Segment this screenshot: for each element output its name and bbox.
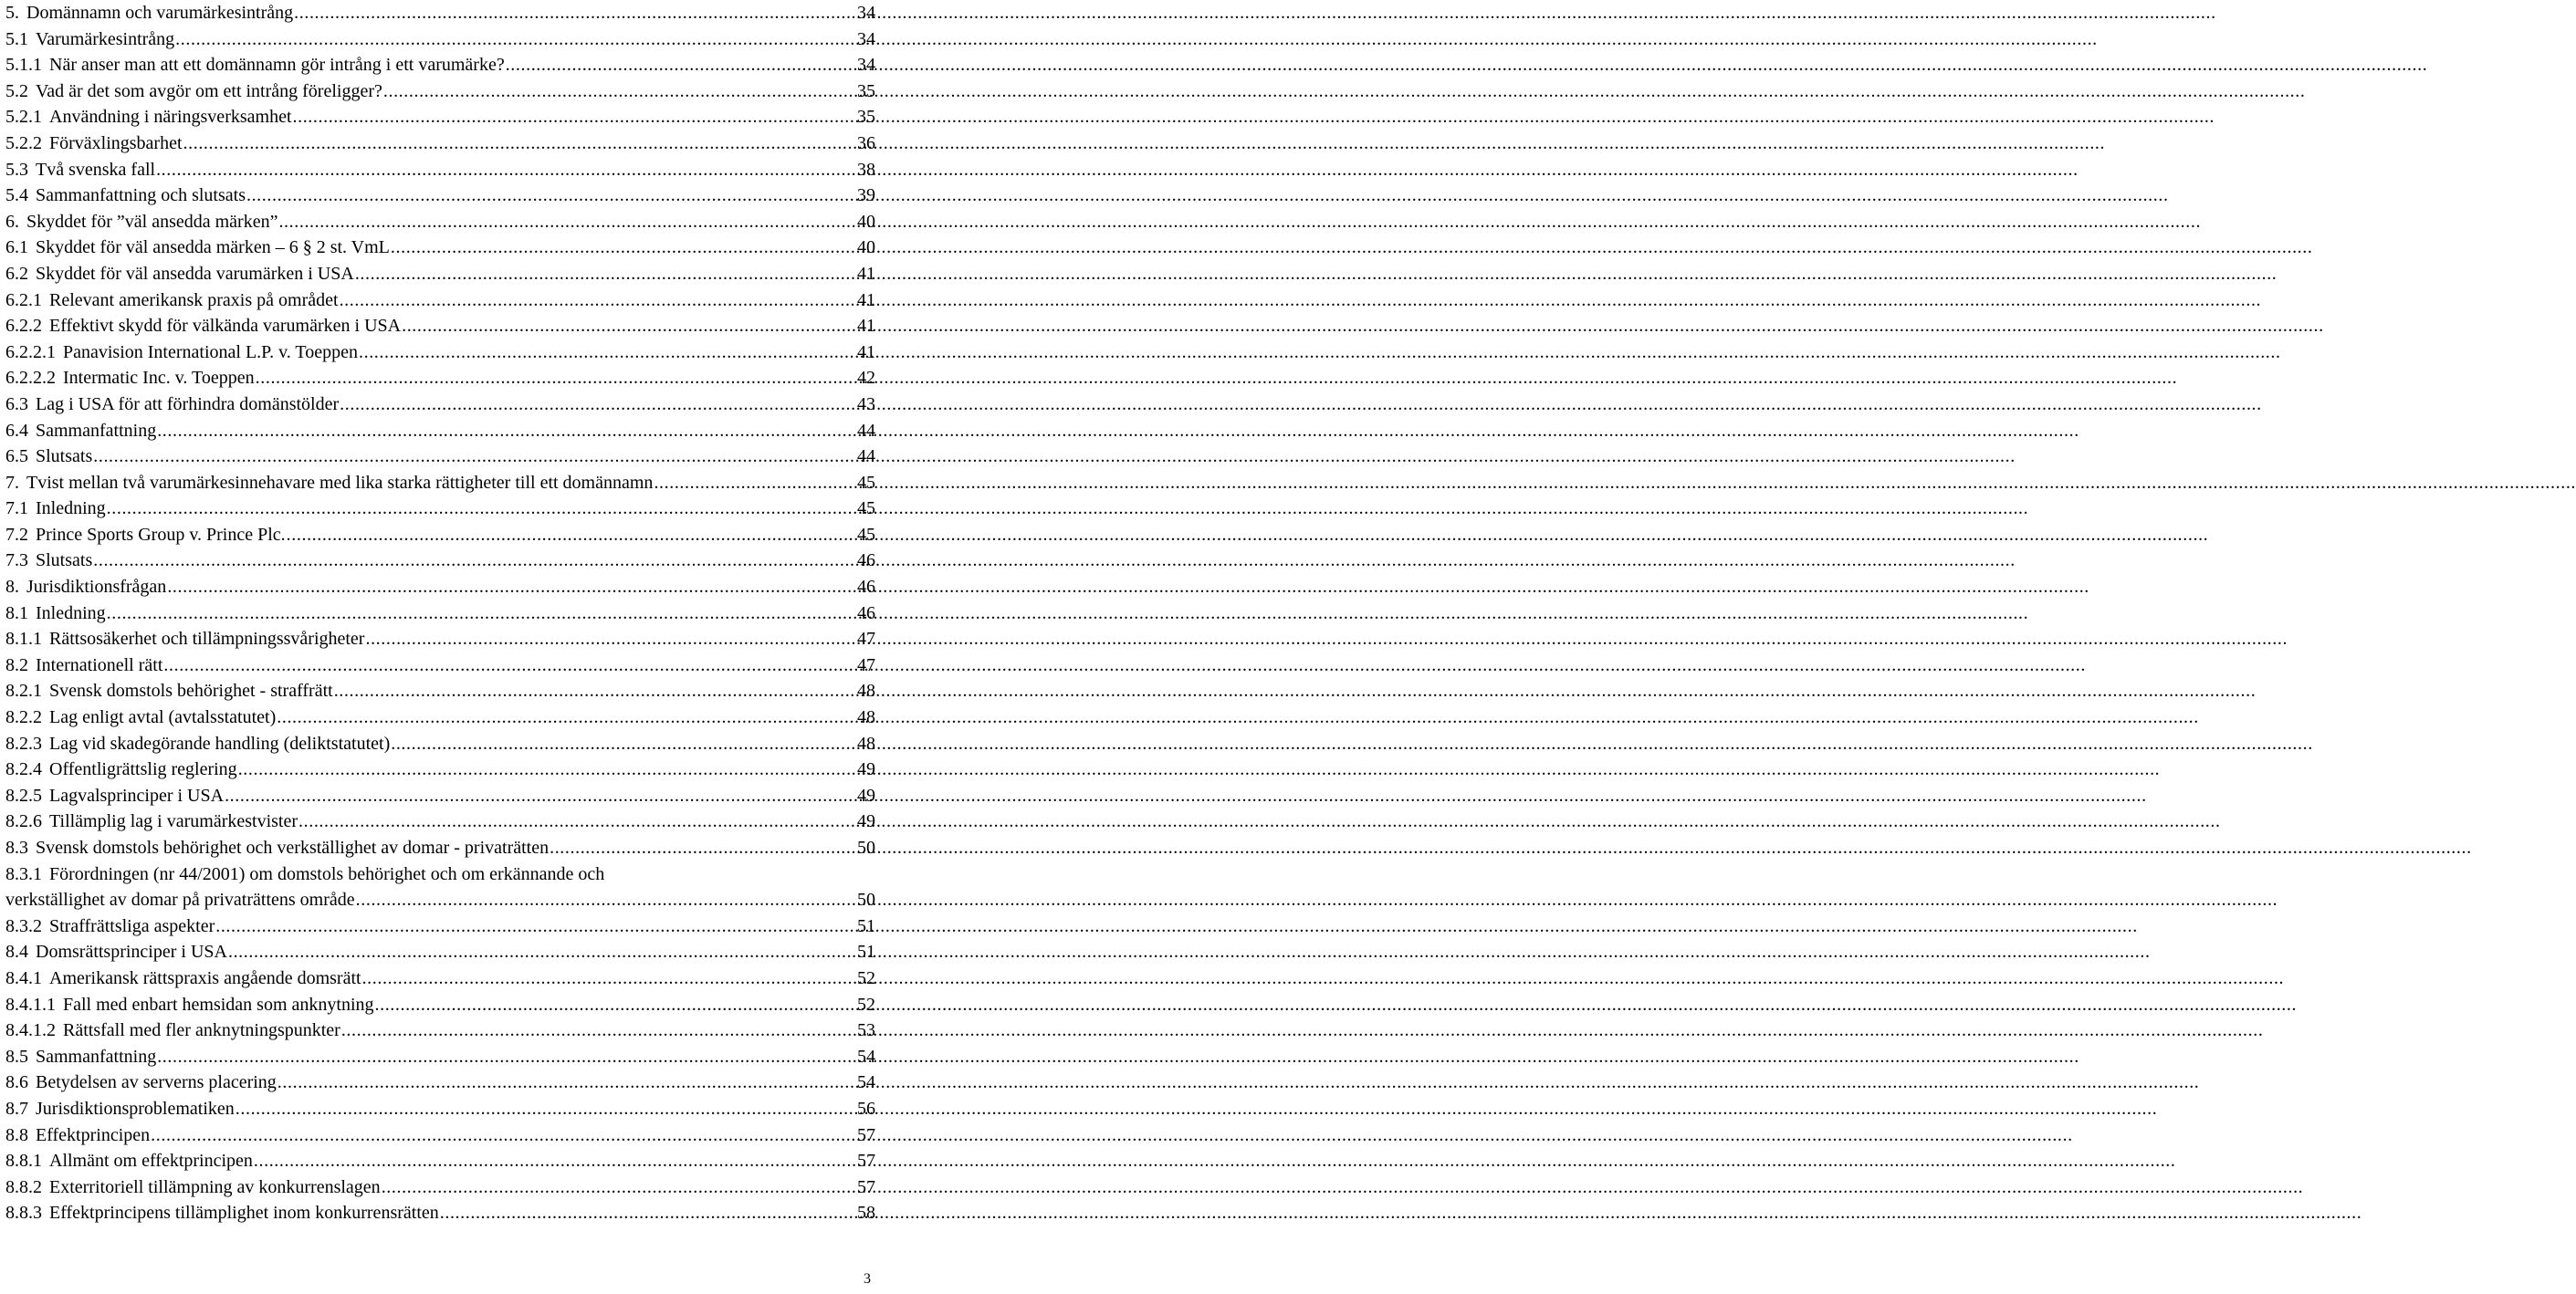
toc-entry-title: Panavision International L.P. v. Toeppen	[63, 341, 358, 362]
toc-entry-title: Slutsats	[36, 550, 93, 571]
toc-entry-title: Offentligrättslig reglering	[49, 759, 237, 780]
toc-dot-leader	[294, 0, 852, 26]
toc-entry-page: 35	[857, 107, 875, 128]
toc-entry[interactable]	[5, 1070, 875, 1096]
toc-entry[interactable]	[5, 1200, 875, 1226]
toc-entry-title: Effektprincipen	[36, 1124, 151, 1145]
toc-entry[interactable]	[5, 444, 875, 470]
toc-entry-title: Vad är det som avgör om ett intrång föreligger?	[36, 80, 382, 101]
toc-entry-number: 8.8	[5, 1124, 28, 1145]
toc-entry-page: 52	[857, 967, 875, 988]
toc-entry-number: 8.3	[5, 838, 28, 858]
toc-entry[interactable]	[5, 809, 875, 835]
table-of-contents	[5, 0, 875, 1226]
toc-entry[interactable]	[5, 0, 875, 26]
toc-entry-number: 6.5	[5, 446, 28, 467]
toc-entry[interactable]	[5, 339, 875, 366]
toc-entry-number: 6.1	[5, 237, 28, 258]
toc-entry-title: Inledning	[36, 498, 106, 519]
toc-entry-title: Domsrättsprinciper i USA	[36, 942, 227, 963]
toc-entry[interactable]	[5, 287, 875, 314]
toc-entry-title: Svensk domstols behörighet och verkställighet av domar - privaträtten	[36, 838, 550, 858]
toc-dot-leader	[107, 600, 852, 627]
toc-entry[interactable]	[5, 548, 875, 574]
toc-entry-page: 48	[857, 707, 875, 728]
toc-entry-page: 41	[857, 341, 875, 362]
toc-entry[interactable]	[5, 626, 875, 652]
toc-entry[interactable]	[5, 104, 875, 130]
toc-entry-number: 5.1	[5, 28, 28, 49]
toc-dot-leader	[175, 26, 852, 53]
toc-entry-title-continued: verkställighet av domar på privaträttens område	[5, 890, 355, 911]
toc-entry-title: Lag i USA för att förhindra domänstölder	[36, 393, 340, 414]
toc-dot-leader	[341, 1017, 852, 1044]
toc-entry-page: 45	[857, 498, 875, 519]
toc-entry-title: Allmänt om effektprincipen	[49, 1151, 253, 1172]
toc-entry-title: Förväxlingsbarhet	[49, 132, 183, 153]
toc-entry-page: 50	[857, 838, 875, 858]
toc-entry-title: Sammanfattning	[36, 1046, 157, 1067]
toc-entry-title: Domännamn och varumärkesintrång	[26, 3, 294, 23]
toc-entry-number: 8.4.1.2	[5, 1020, 56, 1041]
toc-entry-title: Lag enligt avtal (avtalsstatutet)	[49, 707, 277, 728]
toc-entry-page: 40	[857, 211, 875, 232]
toc-dot-leader	[215, 913, 852, 940]
toc-entry[interactable]	[5, 391, 875, 418]
toc-dot-leader	[293, 104, 853, 130]
toc-entry-page: 36	[857, 132, 875, 153]
toc-entry[interactable]	[5, 1044, 875, 1070]
toc-entry-number: 8.3.1	[5, 863, 42, 884]
toc-entry[interactable]	[5, 313, 875, 339]
toc-entry-title: Relevant amerikansk praxis på området	[49, 289, 339, 310]
toc-entry-number: 8.4	[5, 942, 28, 963]
toc-entry-number: 8.2.4	[5, 759, 42, 780]
toc-entry-number: 7.3	[5, 550, 28, 571]
toc-entry-number: 7.2	[5, 524, 28, 545]
toc-dot-leader	[93, 444, 852, 470]
toc-entry-page: 34	[857, 28, 875, 49]
toc-entry-page: 58	[857, 1203, 875, 1224]
toc-entry-number: 6.2.2.2	[5, 368, 56, 389]
toc-entry-page: 54	[857, 1046, 875, 1067]
toc-entry-page: 41	[857, 289, 875, 310]
toc-entry[interactable]	[5, 470, 875, 496]
toc-entry[interactable]	[5, 26, 875, 53]
toc-entry[interactable]	[5, 209, 875, 235]
toc-entry-page: 44	[857, 446, 875, 467]
toc-entry-page: 46	[857, 602, 875, 623]
toc-entry-number: 8.3.2	[5, 915, 42, 936]
toc-entry-number: 8.1.1	[5, 629, 42, 650]
toc-entry-number: 8.2	[5, 654, 28, 675]
toc-dot-leader	[359, 339, 852, 366]
toc-entry-title: Rättsfall med fler anknytningspunkter	[63, 1020, 340, 1041]
toc-entry-page: 45	[857, 472, 875, 493]
toc-entry[interactable]	[5, 1174, 875, 1201]
toc-dot-leader	[183, 130, 852, 157]
toc-entry-page: 41	[857, 316, 875, 337]
toc-entry[interactable]	[5, 1017, 875, 1044]
toc-entry-number: 5.	[5, 3, 19, 23]
toc-entry[interactable]	[5, 652, 875, 679]
toc-entry-number: 8.5	[5, 1046, 28, 1067]
toc-entry-title: Inledning	[36, 602, 106, 623]
toc-entry-number: 6.2.1	[5, 289, 42, 310]
toc-entry-number: 7.1	[5, 498, 28, 519]
toc-entry-number: 8.2.1	[5, 681, 42, 702]
toc-entry-number: 8.	[5, 577, 19, 598]
toc-entry[interactable]	[5, 1096, 875, 1122]
toc-entry-page: 45	[857, 524, 875, 545]
toc-dot-leader	[256, 365, 852, 391]
toc-entry[interactable]	[5, 235, 875, 261]
toc-entry-page: 43	[857, 393, 875, 414]
toc-entry-number: 8.8.2	[5, 1176, 42, 1197]
toc-dot-leader	[93, 548, 852, 574]
toc-entry-title: Rättsosäkerhet och tillämpningssvårigheter	[49, 629, 365, 650]
toc-entry-page: 52	[857, 994, 875, 1015]
toc-entry[interactable]	[5, 78, 875, 105]
toc-dot-leader	[287, 522, 852, 548]
toc-entry-title: Straffrättsliga aspekter	[49, 915, 215, 936]
toc-entry-page: 57	[857, 1176, 875, 1197]
toc-entry[interactable]	[5, 887, 875, 913]
toc-entry[interactable]	[5, 1148, 875, 1174]
toc-entry-number: 8.1	[5, 602, 28, 623]
toc-dot-leader	[391, 731, 852, 757]
toc-entry-title: Slutsats	[36, 446, 93, 467]
toc-dot-leader	[440, 1200, 852, 1226]
toc-entry[interactable]	[5, 522, 875, 548]
toc-entry[interactable]	[5, 574, 875, 600]
toc-entry[interactable]	[5, 835, 875, 861]
toc-entry-title: Jurisdiktionsproblematiken	[36, 1098, 235, 1119]
toc-dot-leader	[228, 939, 852, 965]
toc-entry-number: 5.2	[5, 80, 28, 101]
toc-dot-leader	[383, 78, 852, 105]
toc-entry-page: 51	[857, 942, 875, 963]
toc-entry[interactable]	[5, 365, 875, 391]
toc-dot-leader	[278, 209, 852, 235]
toc-entry-number: 5.4	[5, 185, 28, 206]
toc-dot-leader	[382, 1174, 852, 1201]
toc-entry-title: Förordningen (nr 44/2001) om domstols behörighet och om erkännande och	[49, 863, 605, 884]
toc-dot-leader	[151, 1122, 852, 1149]
page-number: 3	[864, 1271, 871, 1287]
toc-entry-page: 50	[857, 890, 875, 911]
toc-entry-title: Skyddet för väl ansedda varumärken i USA	[36, 263, 354, 284]
toc-entry-page: 38	[857, 159, 875, 180]
toc-entry-number: 8.4.1.1	[5, 994, 56, 1015]
toc-entry-number: 8.6	[5, 1072, 28, 1093]
toc-entry-page: 57	[857, 1124, 875, 1145]
toc-entry-title: Tillämplig lag i varumärkestvister	[49, 811, 298, 832]
toc-dot-leader	[157, 1044, 852, 1070]
toc-entry[interactable]	[5, 992, 875, 1018]
toc-entry-number: 6.2.2.1	[5, 341, 56, 362]
toc-entry-number: 6.2.2	[5, 316, 42, 337]
toc-dot-leader	[225, 783, 852, 809]
toc-entry[interactable]	[5, 418, 875, 444]
toc-dot-leader	[355, 261, 852, 287]
toc-dot-leader	[156, 157, 852, 183]
toc-dot-leader	[163, 652, 852, 679]
toc-dot-leader	[506, 52, 852, 78]
toc-dot-leader	[298, 809, 852, 835]
toc-dot-leader	[365, 626, 852, 652]
toc-entry[interactable]	[5, 939, 875, 965]
toc-entry[interactable]	[5, 52, 875, 78]
toc-entry[interactable]	[5, 157, 875, 183]
toc-dot-leader	[340, 287, 852, 314]
toc-entry-number: 6.4	[5, 420, 28, 441]
toc-entry-page: 35	[857, 80, 875, 101]
toc-entry-page: 46	[857, 577, 875, 598]
toc-entry-number: 8.8.3	[5, 1203, 42, 1224]
toc-entry-number: 8.2.3	[5, 733, 42, 754]
toc-entry-page: 34	[857, 55, 875, 76]
toc-dot-leader	[277, 704, 852, 731]
toc-entry-title: Amerikansk rättspraxis angående domsrätt	[49, 967, 361, 988]
toc-dot-leader	[238, 757, 852, 783]
toc-entry-title: Prince Sports Group v. Prince Plc.	[36, 524, 286, 545]
toc-dot-leader	[277, 1070, 852, 1096]
toc-entry-number: 6.3	[5, 393, 28, 414]
toc-entry-number: 5.1.1	[5, 55, 42, 76]
toc-entry-page: 49	[857, 759, 875, 780]
toc-entry-title: Svensk domstols behörighet - straffrätt	[49, 681, 333, 702]
toc-entry[interactable]	[5, 183, 875, 209]
toc-dot-leader	[334, 678, 852, 704]
toc-entry-title: Sammanfattning och slutsats	[36, 185, 246, 206]
toc-entry-title: Användning i näringsverksamhet	[49, 107, 292, 128]
toc-entry-number: 6.	[5, 211, 19, 232]
toc-entry-page: 49	[857, 785, 875, 806]
toc-dot-leader	[391, 235, 852, 261]
toc-entry[interactable]	[5, 731, 875, 757]
toc-entry-title: Tvist mellan två varumärkesinnehavare med lika starka rättigheter till ett domännamn	[26, 472, 654, 493]
toc-dot-leader	[107, 496, 852, 522]
toc-dot-leader	[654, 470, 852, 496]
toc-entry-number: 5.2.2	[5, 132, 42, 153]
toc-entry-title: Skyddet för väl ansedda märken – 6 § 2 st. VmL	[36, 237, 390, 258]
toc-entry-number: 5.3	[5, 159, 28, 180]
toc-entry-page: 41	[857, 263, 875, 284]
toc-dot-leader	[167, 574, 852, 600]
toc-entry-number: 7.	[5, 472, 19, 493]
toc-entry-page: 39	[857, 185, 875, 206]
toc-entry-page: 34	[857, 3, 875, 23]
toc-entry-title: Lag vid skadegörande handling (deliktstatutet)	[49, 733, 391, 754]
toc-entry-page: 48	[857, 733, 875, 754]
toc-entry[interactable]	[5, 965, 875, 992]
toc-dot-leader	[550, 835, 852, 861]
toc-entry-page: 40	[857, 237, 875, 258]
toc-entry-number: 8.2.2	[5, 707, 42, 728]
toc-entry[interactable]	[5, 704, 875, 731]
toc-entry-number: 8.8.1	[5, 1151, 42, 1172]
toc-entry-title: Fall med enbart hemsidan som anknytning	[63, 994, 374, 1015]
toc-entry-number: 8.7	[5, 1098, 28, 1119]
toc-entry[interactable]	[5, 913, 875, 940]
toc-entry[interactable]	[5, 261, 875, 287]
toc-entry-title: Varumärkesintrång	[36, 28, 175, 49]
toc-entry-number: 8.2.5	[5, 785, 42, 806]
toc-entry[interactable]	[5, 757, 875, 783]
toc-entry-title: Internationell rätt	[36, 654, 163, 675]
toc-entry-page: 48	[857, 681, 875, 702]
toc-entry-number: 8.4.1	[5, 967, 42, 988]
toc-entry-title: Lagvalsprinciper i USA	[49, 785, 225, 806]
toc-entry-page: 46	[857, 550, 875, 571]
toc-dot-leader	[157, 418, 852, 444]
toc-dot-leader	[246, 183, 852, 209]
toc-entry-page: 49	[857, 811, 875, 832]
toc-entry-title: Betydelsen av serverns placering	[36, 1072, 277, 1093]
toc-entry-title: Intermatic Inc. v. Toeppen	[63, 368, 255, 389]
toc-entry-number: 6.2	[5, 263, 28, 284]
toc-dot-leader	[362, 965, 852, 992]
toc-entry-page: 47	[857, 629, 875, 650]
toc-dot-leader	[402, 313, 852, 339]
toc-entry-page: 53	[857, 1020, 875, 1041]
toc-entry-page: 47	[857, 654, 875, 675]
toc-entry-title: När anser man att ett domännamn gör intrång i ett varumärke?	[49, 55, 505, 76]
toc-entry-page: 56	[857, 1098, 875, 1119]
toc-dot-leader	[236, 1096, 852, 1122]
toc-entry-line	[5, 861, 875, 888]
toc-entry-page: 57	[857, 1151, 875, 1172]
toc-entry-title: Två svenska fall	[36, 159, 156, 180]
toc-entry-page: 42	[857, 368, 875, 389]
toc-entry-title: Sammanfattning	[36, 420, 157, 441]
toc-entry[interactable]	[5, 130, 875, 157]
toc-entry[interactable]	[5, 678, 875, 704]
toc-entry-page: 54	[857, 1072, 875, 1093]
toc-entry[interactable]	[5, 1122, 875, 1149]
toc-dot-leader	[375, 992, 853, 1018]
toc-entry-title: Exterritoriell tillämpning av konkurrenslagen	[49, 1176, 381, 1197]
toc-entry-number: 5.2.1	[5, 107, 42, 128]
toc-entry-title: Jurisdiktionsfrågan	[26, 577, 167, 598]
toc-entry[interactable]	[5, 600, 875, 627]
toc-entry[interactable]	[5, 496, 875, 522]
toc-entry-page: 44	[857, 420, 875, 441]
toc-entry-title: Effektivt skydd för välkända varumärken i USA	[49, 316, 402, 337]
toc-entry-title: Effektprincipens tillämplighet inom konkurrensrätten	[49, 1203, 439, 1224]
toc-entry[interactable]	[5, 783, 875, 809]
toc-entry-number: 8.2.6	[5, 811, 42, 832]
toc-dot-leader	[254, 1148, 852, 1174]
toc-dot-leader	[356, 887, 852, 913]
toc-entry-title: Skyddet för ”väl ansedda märken”	[26, 211, 278, 232]
toc-dot-leader	[340, 391, 852, 418]
toc-entry-page: 51	[857, 915, 875, 936]
